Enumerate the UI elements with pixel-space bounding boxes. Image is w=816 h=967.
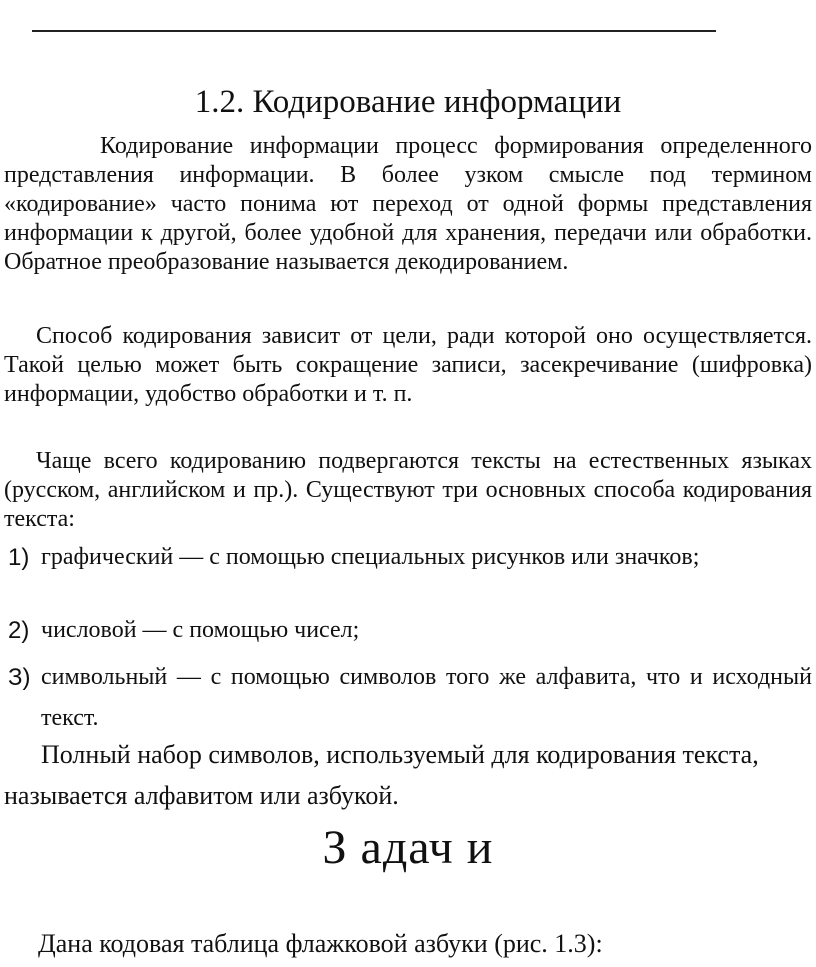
list-item-text: графический — с помощью специальных рисунков или значков; <box>41 544 700 570</box>
list-item-symbolic <box>4 657 812 739</box>
paragraph-alphabet: Полный набор символов, используемый для кодирования текста, называется алфавитом или азбукой. <box>4 740 759 810</box>
tasks-heading: З адач и <box>322 821 494 874</box>
paragraph-texts: Чаще всего кодированию подвергаются тексты на естественных языках (русском, английском и пр.). Существуют три основных способа кодирования текста: <box>4 448 812 532</box>
task-intro: Дана кодовая таблица флажковой азбуки (рис. 1.3): <box>38 929 603 958</box>
list-item-numeric <box>4 614 812 647</box>
top-horizontal-rule <box>32 30 716 32</box>
list-item-number: 2) <box>8 617 30 644</box>
paragraph-definition: Кодирование информации процесс формирования определенного представления информации. В более узком смысле под термином «кодирование» часто понима ют переход от одной формы представления информации к другой, более удобной для хранения, передачи или обработки. Обратное преобразование называется декодированием. <box>4 133 812 275</box>
section-title: 1.2. Кодирование информации <box>194 84 622 120</box>
list-item-text: числовой — с помощью чисел; <box>41 617 360 643</box>
list-item-number: З) <box>8 664 31 691</box>
list-item-graphic <box>4 541 812 574</box>
paragraph-method: Способ кодирования зависит от цели, ради которой оно осуществляется. Такой целью может быть сокращение записи, засекречивание (шифровка) информации, удобство обработки и т. п. <box>4 323 812 407</box>
list-item-number: 1) <box>8 544 30 571</box>
list-item-text: символьный — с помощью символов того же алфавита, что и исходный текст. <box>41 664 812 731</box>
